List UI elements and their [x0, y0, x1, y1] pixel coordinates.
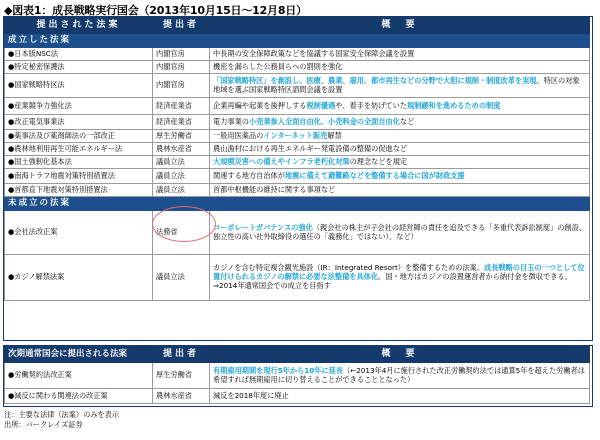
submitter-cell: 経済産業省 — [153, 98, 210, 115]
summary-text: カジノを含む特定複合観光施設（IR：Integrated Resort）を整備するための法案。 — [213, 263, 485, 273]
table-row — [5, 74, 590, 98]
table-row — [5, 115, 590, 130]
table-row — [5, 255, 590, 301]
summary-cell — [210, 211, 590, 255]
submitter-cell: 農林水産省 — [153, 143, 210, 156]
summary-text: （←2013年4月に施行された改正労働契約法では通算5年を超えた労働者は希望すれば無期雇用に切り替えることができることとなった） — [213, 365, 585, 384]
summary-highlight: 税制優遇 — [306, 100, 336, 110]
table-header-row — [5, 18, 590, 34]
summary-highlight: 地震に備えて避難路などを整備する場合に国が財政支援 — [284, 170, 465, 180]
submitter-cell: 議員立法 — [153, 184, 210, 197]
table-row — [5, 211, 590, 255]
next-header-law: 次期通常国会に提出される法案 — [5, 347, 153, 363]
summary-text: 首都中枢機能の維持に関する事項など — [213, 184, 336, 194]
law-name-cell: ●農林地利用再生可能エネルギー法 — [5, 143, 153, 156]
table-row — [5, 389, 590, 404]
summary-highlight: 「国家戦略特区」を創設し、医療、農業、雇用、都市再生などの分野で大胆に規制・制度改革を実現 — [213, 75, 537, 85]
summary-cell — [210, 48, 590, 61]
table-row — [5, 363, 590, 389]
summary-cell — [210, 115, 590, 130]
table-row — [5, 184, 590, 197]
law-name-cell: ●産業競争力強化法 — [5, 98, 153, 115]
summary-text: 関連する地方自治体が — [213, 170, 285, 180]
table-row — [5, 98, 590, 115]
header-submitter: 提出者 — [153, 18, 210, 34]
summary-text: 農山漁村における再生エネルギー発電設備の整備の促進など — [213, 143, 408, 153]
summary-cell — [210, 184, 590, 197]
law-name-cell: ●労働契約法改正案 — [5, 363, 153, 389]
submitter-cell: 議員立法 — [153, 156, 210, 169]
summary-text: 減反を2018年度に廃止 — [213, 390, 289, 400]
submitter-cell: 内閣官房 — [153, 61, 210, 74]
bills-table — [4, 17, 590, 301]
submitter-cell: 厚生労働省 — [153, 363, 210, 389]
summary-highlight: 規制緩和を進めるための制度 — [406, 100, 501, 110]
summary-cell — [210, 143, 590, 156]
table-row — [5, 156, 590, 169]
submitter-cell: 法務省 — [153, 211, 210, 255]
law-name-cell: ●国土強靭化基本法 — [5, 156, 153, 169]
law-name-cell: ●減反に関わる関連法の改正案 — [5, 389, 153, 404]
section-unpassed — [5, 197, 590, 211]
submitter-cell: 厚生労働省 — [153, 130, 210, 143]
submitter-cell: 農林水産省 — [153, 389, 210, 404]
next-header-summary: 概 要 — [210, 347, 590, 363]
submitter-cell: 内閣官房 — [153, 48, 210, 61]
table-row — [5, 130, 590, 143]
next-header-row — [5, 347, 590, 363]
law-name-cell: ●薬事法及び薬剤師法の一部改正 — [5, 130, 153, 143]
law-name-cell: ●首都直下地震対策特別措置法 — [5, 184, 153, 197]
section-unpassed-label: 未成立の法案 — [5, 197, 590, 211]
summary-text: 解禁 — [327, 130, 342, 140]
section-passed — [5, 34, 590, 48]
table-row — [5, 169, 590, 184]
figure-title: ◆図表1：成長戦略実行国会（2013年10月15日〜12月8日） — [4, 4, 307, 17]
law-name-cell: ●改正電気事業法 — [5, 115, 153, 130]
summary-text: 一般用医薬品の — [213, 130, 264, 140]
header-law: 提出された法案 — [5, 18, 153, 34]
law-name-cell: ●国家戦略特区法 — [5, 74, 153, 98]
law-name-cell: ●特定秘密保護法 — [5, 61, 153, 74]
summary-highlight: コーポレートガバナンスの強化 — [213, 222, 313, 232]
summary-text: の理念などを規定 — [349, 156, 408, 166]
summary-cell — [210, 255, 590, 301]
table-row — [5, 48, 590, 61]
summary-text: 電力事業の — [213, 116, 249, 126]
next-session-table — [4, 346, 590, 404]
table-body — [5, 34, 590, 301]
summary-cell — [210, 130, 590, 143]
summary-cell — [210, 169, 590, 184]
summary-text: （親会社の株主が子会社の経営陣の責任を追及できる「多重代表訴訟制度」の創設、独立性の高い社外取締役の選任の「義務化」ではない）、など） — [213, 222, 586, 241]
summary-highlight: 大規模災害への備えやインフラ老朽化対策 — [213, 156, 350, 166]
summary-cell — [210, 363, 590, 389]
header-summary: 概 要 — [210, 18, 590, 34]
next-header-submitter: 提出者 — [153, 347, 210, 363]
submitter-cell: 経済産業省 — [153, 115, 210, 130]
summary-text: 中長期の安全保障政策などを協議する国家安全保障会議を設置 — [213, 48, 415, 58]
summary-text: 企業再編や起業を後押しする — [213, 100, 307, 110]
summary-highlight: 有期雇用期間を現行5年から10年に延長 — [213, 365, 344, 375]
table-row — [5, 143, 590, 156]
summary-cell — [210, 389, 590, 404]
law-name-cell: ●カジノ解禁法案 — [5, 255, 153, 301]
note-line: 注：主要な法律（法案）のみを表示 — [4, 410, 120, 419]
next-table-body — [5, 363, 590, 404]
summary-highlight: 小売業参入全面自由化、小売料金の全面自由化 — [248, 116, 400, 126]
section-passed-label: 成立した法案 — [5, 34, 590, 48]
law-name-cell: ●南海トラフ地震対策特別措置法 — [5, 169, 153, 184]
summary-cell — [210, 98, 590, 115]
submitter-cell: 議員立法 — [153, 255, 210, 301]
submitter-cell: 内閣官房 — [153, 74, 210, 98]
summary-cell — [210, 156, 590, 169]
summary-text: など — [399, 116, 415, 126]
summary-highlight: 成長戦略の目玉の一つとして位置付けられるカジノの解禁に必要な法整備を具体化 — [213, 263, 585, 282]
law-name-cell: ●日本版NSC法 — [5, 48, 153, 61]
summary-cell — [210, 61, 590, 74]
summary-text: 。国・地方はカジノの設置運営者から納付金を徴収できる。 ⇒2014年通常国会での成立を目指す — [213, 272, 576, 290]
source-line: 出所：バークレイズ証券 — [4, 420, 83, 430]
submitter-cell: 議員立法 — [153, 169, 210, 184]
summary-cell — [210, 74, 590, 98]
summary-text: や、着手を妨げていた — [335, 100, 407, 110]
summary-text: 。特区の対象地域を選ぶ国家戦略特区諮問会議を設置 — [213, 75, 580, 94]
notes — [4, 410, 119, 430]
table-row — [5, 61, 590, 74]
summary-text: 機密を漏らした公務員らへの罰則を強化 — [213, 61, 343, 71]
law-name-cell: ●会社法改正案 — [5, 211, 153, 255]
summary-highlight: インターネット販売 — [263, 130, 328, 140]
